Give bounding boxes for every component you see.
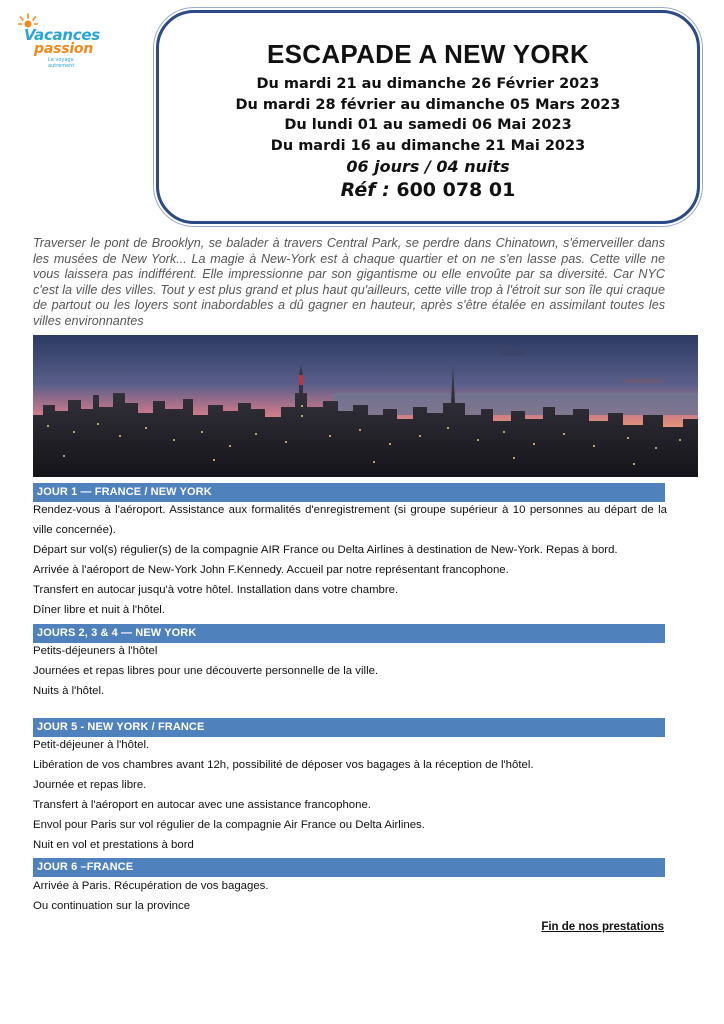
reference-value: 600 078 01 — [396, 179, 516, 202]
itinerary-line: Ou continuation sur la province — [33, 900, 191, 912]
itinerary-line: Dîner libre et nuit à l'hôtel. — [33, 604, 165, 616]
date-line: Du mardi 28 février au dimanche 05 Mars 2023 — [235, 96, 621, 113]
logo-word-passion: passion — [34, 41, 94, 57]
day-heading-6: JOUR 6 –FRANCE — [33, 858, 665, 877]
vacances-passion-logo — [18, 12, 100, 68]
title-box — [156, 10, 700, 224]
day-heading-2-4: JOURS 2, 3 & 4 — NEW YORK — [33, 624, 665, 643]
itinerary-line: Journées et repas libres pour une découverte personnelle de la ville. — [33, 665, 379, 677]
date-line: Du mardi 21 au dimanche 26 Février 2023 — [256, 76, 600, 92]
itinerary-line: Transfert en autocar jusqu'à votre hôtel. Installation dans votre chambre. — [33, 584, 399, 596]
itinerary-line: Arrivée à Paris. Récupération de vos bagages. — [33, 880, 269, 892]
day-heading-1: JOUR 1 — FRANCE / NEW YORK — [33, 483, 665, 502]
itinerary-line: Petit-déjeuner à l'hôtel. — [33, 739, 150, 751]
itinerary-line: Petits-déjeuners à l'hôtel — [33, 645, 158, 657]
reference — [159, 179, 697, 201]
date-list — [159, 74, 697, 156]
reference-label: Réf : — [340, 179, 390, 202]
itinerary-line: Envol pour Paris sur vol régulier de la compagnie Air France ou Delta Airlines. — [33, 819, 425, 831]
itinerary-line: Rendez-vous à l'aéroport. Assistance aux formalités d'enregistrement (si groupe supérieur à 10 personnes au départ de la ville concernée). — [33, 504, 667, 536]
trip-duration: 06 jours / 04 nuits — [346, 157, 510, 177]
itinerary-line: Libération de vos chambres avant 12h, possibilité de déposer vos bagages à la réception de l'hôtel. — [33, 759, 534, 771]
intro-paragraph: Traverser le pont de Brooklyn, se balader à travers Central Park, se perdre dans Chinatown, s'émerveiller dans les musées de New York... La magie à New-York est à chaque quartier et on ne s'en lasse pas. Cette ville ne vous laissera pas indifférent. Elle impressionne par son gigantisme ou elle envoûte par sa diversité. Car NYC c'est la ville des villes. Tout y est plus grand et plus haut qu'ailleurs, cette ville trop à l'étroit sur son île qui craque de partout ou les loyers sont inabordables a dû gagner en hauteur, après s'être étalée en assimilant toutes les villes environnantes — [33, 236, 665, 328]
logo-word-vacances: Vacances — [24, 26, 100, 44]
date-line: Du lundi 01 au samedi 06 Mai 2023 — [284, 117, 572, 134]
itinerary-line: Départ sur vol(s) régulier(s) de la compagnie AIR France ou Delta Airlines à destination de New-York. Repas à bord. — [33, 544, 618, 556]
itinerary-line: Journée et repas libre. — [33, 779, 147, 791]
new-york-skyline-image — [33, 335, 698, 477]
itinerary-line: Arrivée à l'aéroport de New-York John F.Kennedy. Accueil par notre représentant francophone. — [33, 564, 509, 576]
end-of-services: Fin de nos prestations — [541, 921, 664, 933]
itinerary-line: Nuit en vol et prestations à bord — [33, 839, 194, 851]
date-line: Du mardi 16 au dimanche 21 Mai 2023 — [270, 137, 586, 154]
logo-tagline: Le voyage autrement — [48, 57, 75, 69]
itinerary-line: Nuits à l'hôtel. — [33, 685, 105, 697]
day-heading-5: JOUR 5 - NEW YORK / FRANCE — [33, 718, 665, 737]
page-title: ESCAPADE A NEW YORK — [266, 39, 590, 69]
itinerary-line: Transfert à l'aéroport en autocar avec une assistance francophone. — [33, 799, 371, 811]
